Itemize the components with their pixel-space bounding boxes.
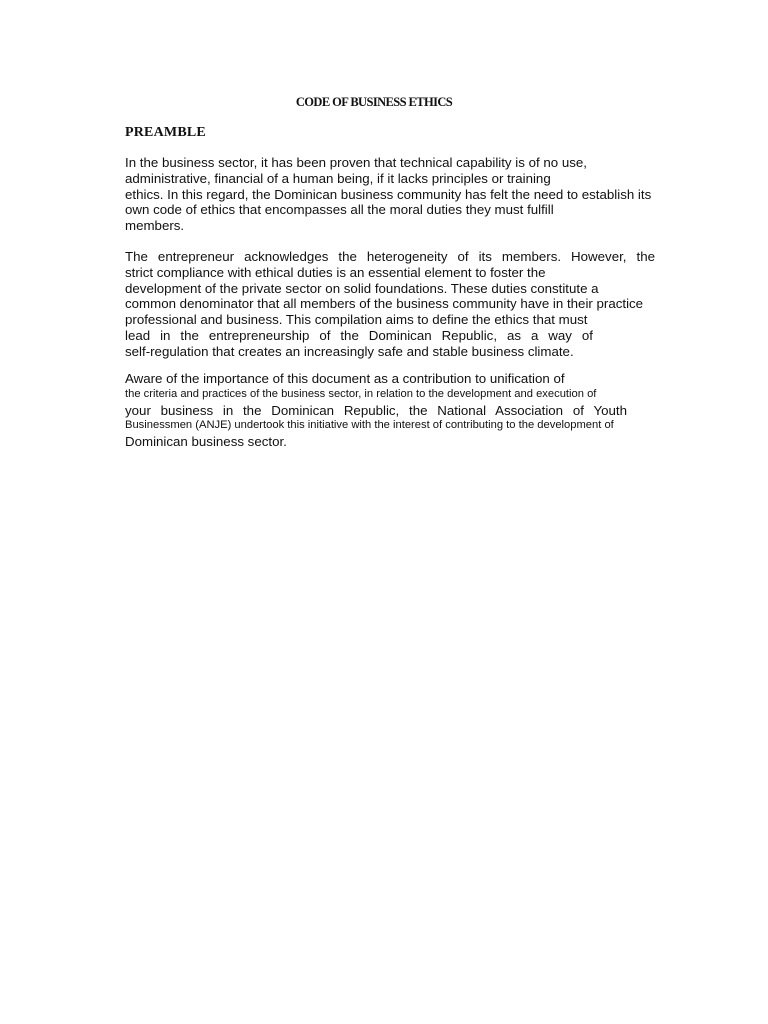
paragraph-line: strict compliance with ethical duties is an essential element to foster the xyxy=(125,264,546,280)
paragraph-line: self-regulation that creates an increasingly safe and stable business climate. xyxy=(125,343,574,359)
paragraph-3 xyxy=(125,371,655,450)
section-heading-preamble: PREAMBLE xyxy=(125,125,206,140)
paragraph-line: the criteria and practices of the business sector, in relation to the development and execution of xyxy=(125,387,597,400)
paragraph-line: Businessmen (ANJE) undertook this initiative with the interest of contributing to the development of xyxy=(125,419,614,432)
paragraph-line: Dominican business sector. xyxy=(125,434,287,450)
paragraph-line: The entrepreneur acknowledges the heterogeneity of its members. However, the xyxy=(125,249,655,264)
paragraph-line: Aware of the importance of this document as a contribution to unification of xyxy=(125,371,565,386)
paragraph-line: own code of ethics that encompasses all the moral duties they must fulfill xyxy=(125,202,554,218)
paragraph-2 xyxy=(125,249,655,360)
paragraph-line: In the business sector, it has been proven that technical capability is of no use, xyxy=(125,155,587,170)
paragraph-line: ethics. In this regard, the Dominican business community has felt the need to establish its xyxy=(125,186,652,202)
paragraph-line: administrative, financial of a human being, if it lacks principles or training xyxy=(125,170,551,186)
paragraph-line: development of the private sector on solid foundations. These duties constitute a xyxy=(125,280,599,296)
paragraph-line: your business in the Dominican Republic, the National Association of Youth xyxy=(125,402,627,418)
document-title: CODE OF BUSINESS ETHICS xyxy=(295,95,453,109)
paragraph-line: common denominator that all members of the business community have in their practice xyxy=(125,296,644,312)
paragraph-line: lead in the entrepreneurship of the Dominican Republic, as a way of xyxy=(125,327,593,343)
paragraph-line: professional and business. This compilation aims to define the ethics that must xyxy=(125,312,588,328)
paragraph-1 xyxy=(125,155,655,234)
paragraph-line: members. xyxy=(125,218,185,234)
